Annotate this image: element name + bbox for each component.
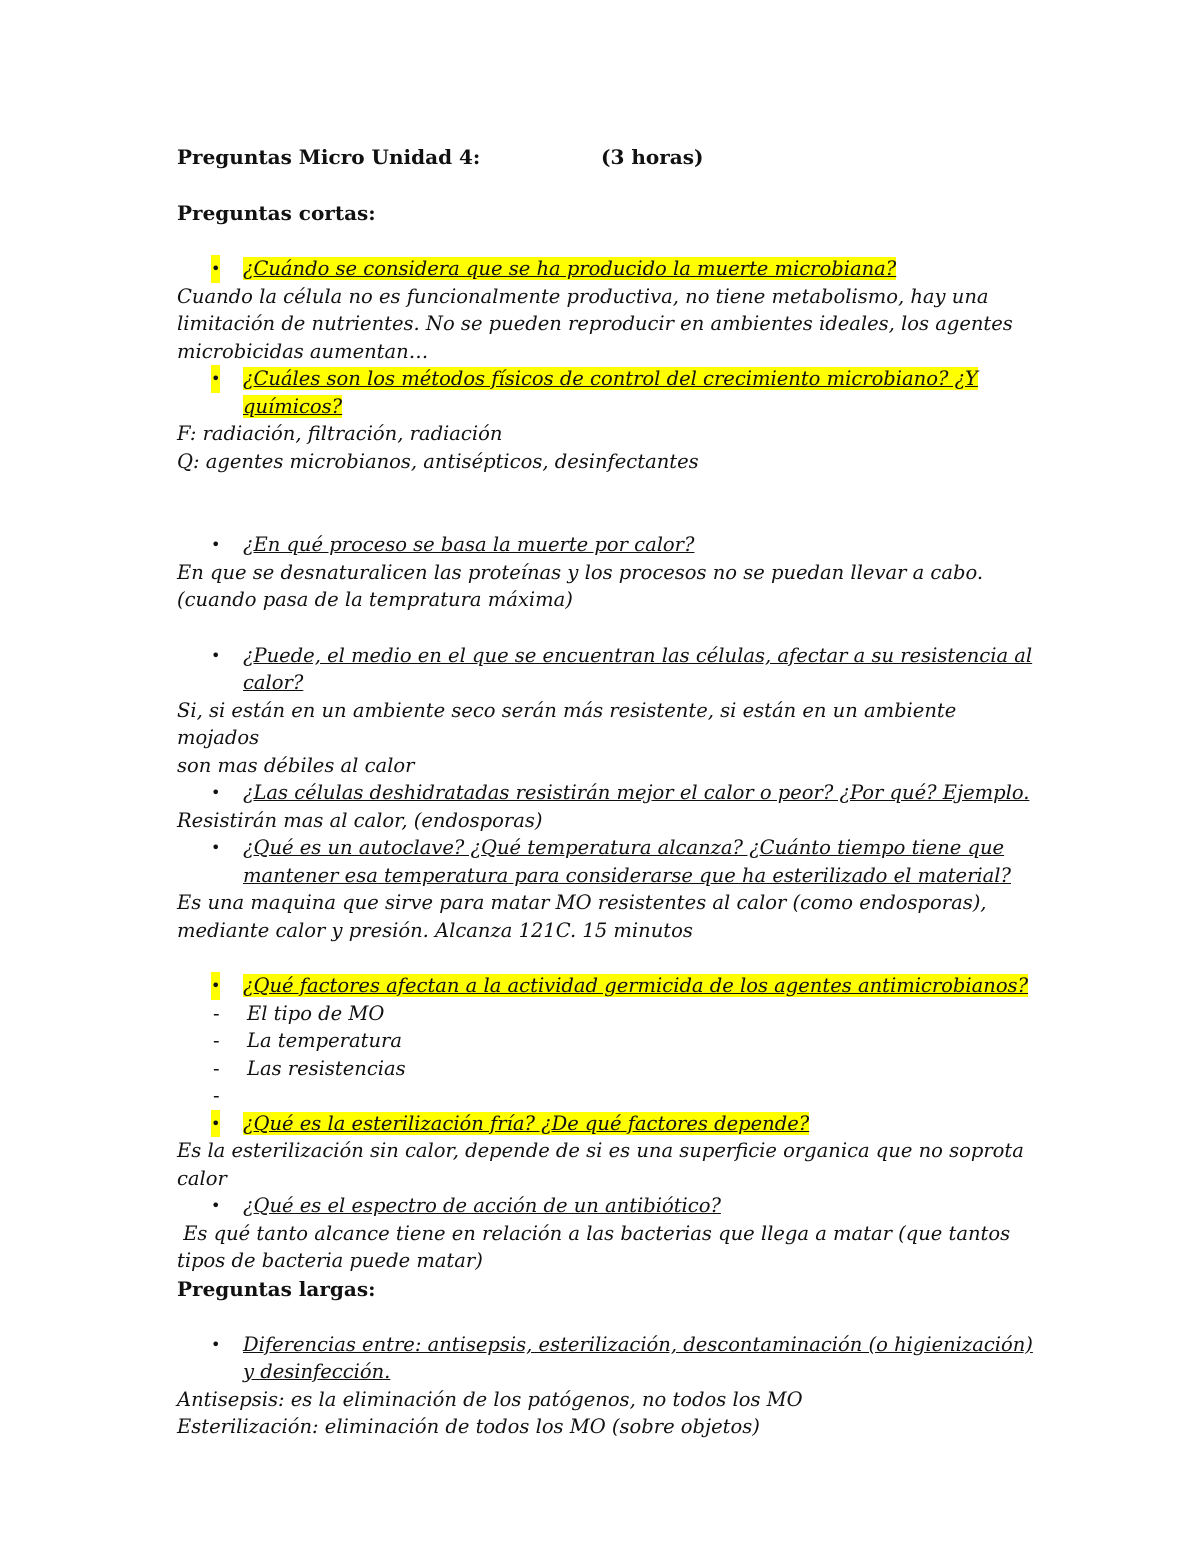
dash-list-item xyxy=(177,1082,1037,1110)
question-text: Diferencias entre: antisepsis, esterilización, descontaminación (o higienización) y desinfección. xyxy=(243,1332,1033,1383)
answer-line: Si, si están en un ambiente seco serán más resistente, si están en un ambiente mojados xyxy=(177,698,957,749)
document-title-row xyxy=(177,143,1037,171)
question-text: ¿Qué es el espectro de acción de un antibiótico? xyxy=(243,1194,721,1217)
short-questions-heading: Preguntas cortas: xyxy=(177,201,376,225)
long-questions-heading: Preguntas largas: xyxy=(177,1276,376,1301)
question-item xyxy=(177,1110,1037,1138)
answer-line: son mas débiles al calor xyxy=(177,753,415,777)
answer-line: mediante calor y presión. Alcanza 121C. 15 minutos xyxy=(177,918,693,942)
answer-line: Es qué tanto alcance tiene en relación a las bacterias que llega a matar (que tantos xyxy=(177,1221,1011,1245)
question-item xyxy=(177,642,1037,697)
question-text: ¿Puede, el medio en el que se encuentran las células, afectar a su resistencia al calor? xyxy=(243,643,1033,694)
dash-list-item xyxy=(177,1027,1037,1055)
answer-line: Q: agentes microbianos, antisépticos, desinfectantes xyxy=(177,449,699,473)
bullet-icon: • xyxy=(211,1334,221,1354)
answer-line: (cuando pasa de la tempratura máxima) xyxy=(177,588,573,611)
question-item xyxy=(177,255,1037,283)
answer-line: Es la esterilización sin calor, depende de si es una superficie organica que no soprota xyxy=(177,1139,1024,1162)
dash-item-text: El tipo de MO xyxy=(247,1001,385,1025)
answer-line: En que se desnaturalicen las proteínas y los procesos no se puedan llevar a cabo. xyxy=(177,560,984,584)
question-text: ¿Cuáles son los métodos físicos de control del crecimiento microbiano? ¿Y químicos? xyxy=(243,367,978,418)
dash-marker: - xyxy=(213,1056,220,1080)
question-item xyxy=(177,972,1037,1000)
answer-line: limitación de nutrientes. No se pueden reproducir en ambientes ideales, los agentes xyxy=(177,312,1013,335)
question-text: ¿Qué es un autoclave? ¿Qué temperatura alcanza? ¿Cuánto tiempo tiene que mantener esa temperatura para considerarse que ha esterilizado el material? xyxy=(243,836,1011,887)
document-title: Preguntas Micro Unidad 4: xyxy=(177,145,481,169)
question-item xyxy=(177,531,1037,559)
answer-line: Esterilización: eliminación de todos los MO (sobre objetos) xyxy=(177,1415,760,1438)
answer-line: microbicidas aumentan… xyxy=(177,339,429,363)
bullet-icon: • xyxy=(211,1110,220,1138)
answer-line: F: radiación, filtración, radiación xyxy=(177,422,503,445)
dash-list-item xyxy=(177,1055,1037,1083)
question-text: ¿En qué proceso se basa la muerte por calor? xyxy=(243,533,695,556)
question-item xyxy=(177,1192,1037,1220)
question-item xyxy=(177,1331,1037,1386)
question-item xyxy=(177,779,1037,807)
answer-line: tipos de bacteria puede matar) xyxy=(177,1249,483,1272)
question-text: ¿Qué factores afectan a la actividad germicida de los agentes antimicrobianos? xyxy=(243,974,1029,997)
bullet-icon: • xyxy=(211,783,221,802)
dash-marker: - xyxy=(213,1084,220,1107)
document-duration: (3 horas) xyxy=(601,145,704,169)
bullet-icon: • xyxy=(211,365,220,393)
dash-marker: - xyxy=(213,1001,220,1025)
dash-list-item xyxy=(177,1000,1037,1028)
bullet-icon: • xyxy=(211,1196,221,1215)
dash-marker: - xyxy=(213,1029,220,1052)
answer-line: Antisepsis: es la eliminación de los patógenos, no todos los MO xyxy=(177,1387,803,1411)
answer-line: Es una maquina que sirve para matar MO resistentes al calor (como endosporas), xyxy=(177,891,987,914)
dash-item-text: Las resistencias xyxy=(247,1056,406,1080)
answer-line: Resistirán mas al calor, (endosporas) xyxy=(177,808,543,832)
dash-item-text: La temperatura xyxy=(247,1029,402,1052)
bullet-icon: • xyxy=(211,535,221,554)
answer-line: Cuando la célula no es funcionalmente productiva, no tiene metabolismo, hay una xyxy=(177,284,989,308)
bullet-icon: • xyxy=(211,838,221,857)
bullet-icon: • xyxy=(211,972,220,1000)
bullet-icon: • xyxy=(211,645,221,665)
bullet-icon: • xyxy=(211,255,220,283)
question-item xyxy=(177,365,1037,420)
question-text: ¿Qué es la esterilización fría? ¿De qué factores depende? xyxy=(243,1111,810,1135)
document-body xyxy=(177,143,1037,1441)
question-text: ¿Cuándo se considera que se ha producido la muerte microbiana? xyxy=(243,257,897,280)
question-text: ¿Las células deshidratadas resistirán mejor el calor o peor? ¿Por qué? Ejemplo. xyxy=(243,781,1030,804)
question-item xyxy=(177,834,1037,889)
answer-line: calor xyxy=(177,1166,227,1190)
